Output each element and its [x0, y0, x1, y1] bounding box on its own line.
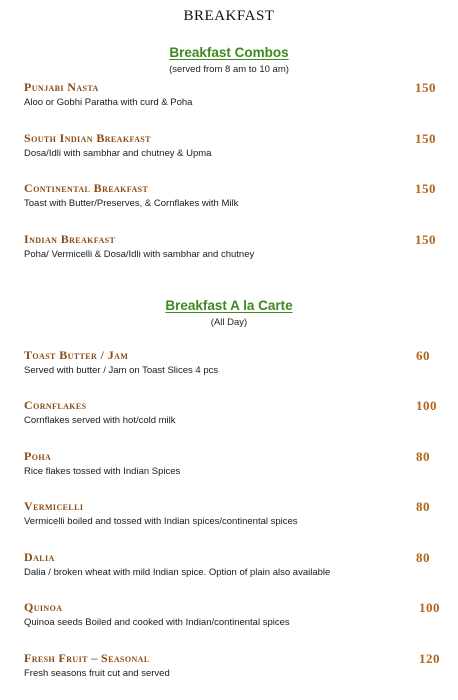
item-description: Dosa/Idli with sambhar and chutney & Upma — [24, 148, 212, 159]
item-price: 150 — [415, 131, 436, 146]
item-price: 150 — [415, 80, 436, 95]
item-description: Poha/ Vermicelli & Dosa/Idli with sambhar and chutney — [24, 249, 255, 260]
item-price: 150 — [415, 181, 436, 196]
menu-item-fresh-fruit-seasonal — [24, 651, 442, 687]
menu-item-dalia — [24, 550, 442, 586]
menu-item-south-indian-breakfast — [24, 131, 442, 167]
item-name: Cornflakes — [24, 398, 87, 412]
item-description: Cornflakes served with hot/cold milk — [24, 415, 176, 426]
item-description: Fresh seasons fruit cut and served — [24, 668, 170, 679]
section-subtitle-combos: (served from 8 am to 10 am) — [169, 64, 289, 75]
item-price: 150 — [415, 232, 436, 247]
item-price: 80 — [416, 550, 430, 565]
item-name: Poha — [24, 449, 52, 463]
page-title: BREAKFAST — [183, 8, 275, 24]
item-price: 100 — [416, 398, 437, 413]
menu-item-punjabi-nasta — [24, 80, 442, 116]
item-name: Punjabi Nasta — [24, 80, 99, 94]
item-name: Fresh Fruit – Seasonal — [24, 651, 150, 665]
menu-item-quinoa — [24, 600, 442, 636]
item-description: Aloo or Gobhi Paratha with curd & Poha — [24, 97, 193, 108]
menu-item-toast-butter-jam — [24, 348, 442, 384]
item-description: Quinoa seeds Boiled and cooked with Indian/continental spices — [24, 617, 290, 628]
menu-item-indian-breakfast — [24, 232, 442, 268]
item-description: Vermicelli boiled and tossed with Indian spices/continental spices — [24, 516, 298, 527]
menu-item-continental-breakfast — [24, 181, 442, 217]
item-name: Continental Breakfast — [24, 181, 149, 195]
item-description: Dalia / broken wheat with mild Indian spice. Option of plain also available — [24, 567, 331, 578]
item-price: 80 — [416, 449, 430, 464]
item-name: Indian Breakfast — [24, 232, 116, 246]
menu-item-poha — [24, 449, 442, 485]
item-description: Served with butter / Jam on Toast Slices 4 pcs — [24, 365, 219, 376]
menu-item-cornflakes — [24, 398, 442, 434]
item-description: Toast with Butter/Preserves, & Cornflakes with Milk — [24, 198, 239, 209]
section-subtitle-a-la-carte: (All Day) — [210, 317, 248, 328]
item-name: Quinoa — [24, 600, 63, 614]
item-price: 100 — [419, 600, 440, 615]
item-price: 60 — [416, 348, 430, 363]
section-heading-combos: Breakfast Combos — [169, 45, 289, 60]
item-price: 120 — [419, 651, 440, 666]
item-name: Toast Butter / Jam — [24, 348, 129, 362]
menu-item-vermicelli — [24, 499, 442, 535]
item-price: 80 — [416, 499, 430, 514]
item-name: South Indian Breakfast — [24, 131, 151, 145]
item-name: Dalia — [24, 550, 55, 564]
item-description: Rice flakes tossed with Indian Spices — [24, 466, 181, 477]
section-heading-a-la-carte: Breakfast A la Carte — [165, 298, 293, 313]
item-name: Vermicelli — [24, 499, 84, 513]
